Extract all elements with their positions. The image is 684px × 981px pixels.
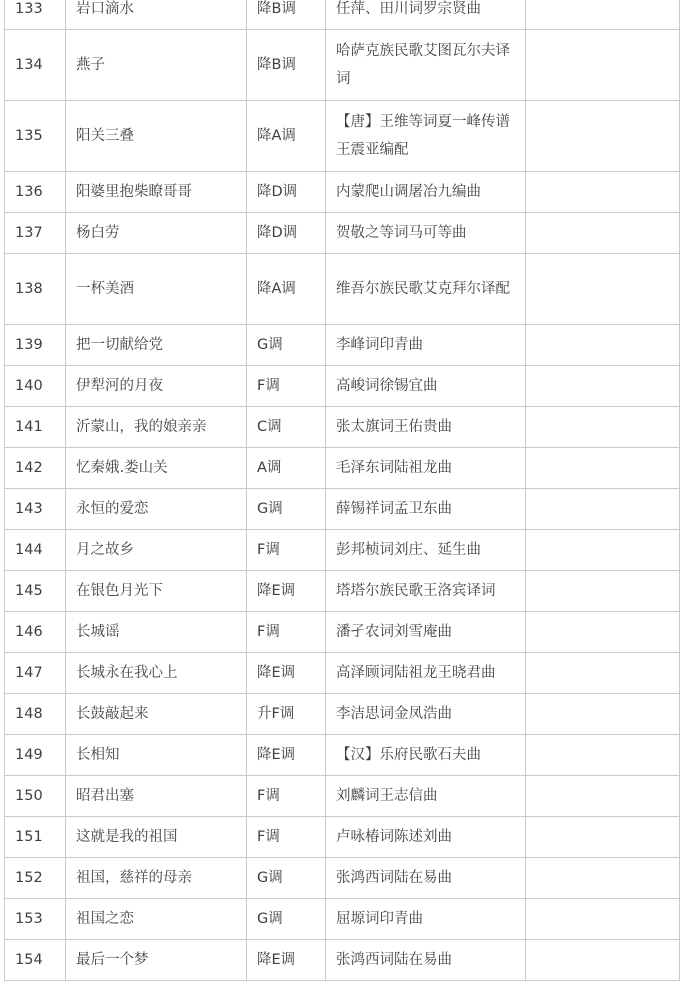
song-number-cell: 140 (5, 366, 66, 407)
song-key-cell: G调 (247, 489, 326, 530)
song-title-cell: 永恒的爱恋 (66, 489, 247, 530)
song-title-cell: 这就是我的祖国 (66, 817, 247, 858)
song-key-cell: F调 (247, 776, 326, 817)
empty-cell (526, 0, 680, 30)
song-number-cell: 147 (5, 653, 66, 694)
song-credit-cell: 维吾尔族民歌艾克拜尔译配 (326, 254, 526, 325)
song-key-cell: A调 (247, 448, 326, 489)
song-title-cell: 阳关三叠 (66, 101, 247, 172)
song-number-cell: 137 (5, 213, 66, 254)
song-key-cell: 降D调 (247, 213, 326, 254)
song-credit-cell: 【唐】王维等词夏一峰传谱王震亚编配 (326, 101, 526, 172)
song-number-cell: 144 (5, 530, 66, 571)
song-title-cell: 忆秦娥.娄山关 (66, 448, 247, 489)
song-key-cell: F调 (247, 530, 326, 571)
song-title-cell: 把一切献给党 (66, 325, 247, 366)
empty-cell (526, 858, 680, 899)
song-key-cell: 降E调 (247, 653, 326, 694)
table-row (5, 101, 680, 172)
empty-cell (526, 172, 680, 213)
song-title-cell: 在银色月光下 (66, 571, 247, 612)
empty-cell (526, 530, 680, 571)
song-title-cell: 长鼓敲起来 (66, 694, 247, 735)
song-key-cell: 降A调 (247, 254, 326, 325)
empty-cell (526, 489, 680, 530)
song-number-cell: 134 (5, 30, 66, 101)
song-title-cell: 昭君出塞 (66, 776, 247, 817)
song-key-cell: 降B调 (247, 30, 326, 101)
song-number-cell: 138 (5, 254, 66, 325)
song-credit-cell: 李峰词印青曲 (326, 325, 526, 366)
song-title-cell: 最后一个梦 (66, 940, 247, 981)
table-row (5, 325, 680, 366)
song-credit-cell: 贺敬之等词马可等曲 (326, 213, 526, 254)
song-title-cell: 长城永在我心上 (66, 653, 247, 694)
song-number-cell: 139 (5, 325, 66, 366)
empty-cell (526, 899, 680, 940)
table-row (5, 940, 680, 981)
song-title-cell: 月之故乡 (66, 530, 247, 571)
song-credit-cell: 刘麟词王志信曲 (326, 776, 526, 817)
table-row (5, 571, 680, 612)
song-title-cell: 燕子 (66, 30, 247, 101)
table-row (5, 254, 680, 325)
song-key-cell: F调 (247, 366, 326, 407)
table-row (5, 612, 680, 653)
song-credit-cell: 张鸿西词陆在易曲 (326, 940, 526, 981)
song-credit-cell: 高泽顾词陆祖龙王晓君曲 (326, 653, 526, 694)
song-credit-cell: 【汉】乐府民歌石夫曲 (326, 735, 526, 776)
empty-cell (526, 30, 680, 101)
song-number-cell: 148 (5, 694, 66, 735)
table-row (5, 735, 680, 776)
song-number-cell: 136 (5, 172, 66, 213)
table-row (5, 448, 680, 489)
empty-cell (526, 940, 680, 981)
song-key-cell: 降D调 (247, 172, 326, 213)
song-title-cell: 岩口滴水 (66, 0, 247, 30)
song-number-cell: 152 (5, 858, 66, 899)
empty-cell (526, 735, 680, 776)
song-key-cell: C调 (247, 407, 326, 448)
song-key-cell: F调 (247, 817, 326, 858)
song-title-cell: 一杯美酒 (66, 254, 247, 325)
song-credit-cell: 潘孑农词刘雪庵曲 (326, 612, 526, 653)
song-key-cell: F调 (247, 612, 326, 653)
song-credit-cell: 塔塔尔族民歌王洛宾译词 (326, 571, 526, 612)
table-row (5, 817, 680, 858)
empty-cell (526, 254, 680, 325)
song-title-cell: 祖国之恋 (66, 899, 247, 940)
empty-cell (526, 776, 680, 817)
empty-cell (526, 612, 680, 653)
song-key-cell: 降E调 (247, 940, 326, 981)
song-title-cell: 长相知 (66, 735, 247, 776)
table-row (5, 407, 680, 448)
song-title-cell: 长城谣 (66, 612, 247, 653)
song-number-cell: 151 (5, 817, 66, 858)
empty-cell (526, 653, 680, 694)
empty-cell (526, 101, 680, 172)
song-number-cell: 133 (5, 0, 66, 30)
song-credit-cell: 屈塬词印青曲 (326, 899, 526, 940)
song-number-cell: 142 (5, 448, 66, 489)
song-number-cell: 146 (5, 612, 66, 653)
song-key-cell: G调 (247, 899, 326, 940)
empty-cell (526, 366, 680, 407)
table-row (5, 694, 680, 735)
song-number-cell: 150 (5, 776, 66, 817)
song-credit-cell: 哈萨克族民歌艾图瓦尔夫译词 (326, 30, 526, 101)
table-row (5, 0, 680, 30)
song-table (4, 0, 680, 981)
table-row (5, 366, 680, 407)
table-row (5, 172, 680, 213)
empty-cell (526, 817, 680, 858)
song-credit-cell: 张鸿西词陆在易曲 (326, 858, 526, 899)
song-title-cell: 阳婆里抱柴瞭哥哥 (66, 172, 247, 213)
song-key-cell: 降E调 (247, 735, 326, 776)
song-number-cell: 145 (5, 571, 66, 612)
song-key-cell: 降B调 (247, 0, 326, 30)
song-credit-cell: 内蒙爬山调屠冶九编曲 (326, 172, 526, 213)
song-credit-cell: 卢咏椿词陈述刘曲 (326, 817, 526, 858)
song-key-cell: G调 (247, 858, 326, 899)
song-title-cell: 沂蒙山，我的娘亲亲 (66, 407, 247, 448)
table-row (5, 489, 680, 530)
empty-cell (526, 694, 680, 735)
song-number-cell: 154 (5, 940, 66, 981)
song-number-cell: 153 (5, 899, 66, 940)
song-number-cell: 135 (5, 101, 66, 172)
table-row (5, 776, 680, 817)
song-title-cell: 杨白劳 (66, 213, 247, 254)
empty-cell (526, 571, 680, 612)
song-key-cell: 升F调 (247, 694, 326, 735)
table-row (5, 653, 680, 694)
song-key-cell: 降E调 (247, 571, 326, 612)
song-key-cell: G调 (247, 325, 326, 366)
song-number-cell: 143 (5, 489, 66, 530)
song-number-cell: 149 (5, 735, 66, 776)
song-title-cell: 伊犁河的月夜 (66, 366, 247, 407)
table-row (5, 30, 680, 101)
song-credit-cell: 任萍、田川词罗宗贤曲 (326, 0, 526, 30)
empty-cell (526, 325, 680, 366)
song-table-body (5, 0, 680, 981)
table-row (5, 858, 680, 899)
song-credit-cell: 薛锡祥词孟卫东曲 (326, 489, 526, 530)
table-row (5, 213, 680, 254)
song-number-cell: 141 (5, 407, 66, 448)
table-row (5, 530, 680, 571)
song-credit-cell: 彭邦桢词刘庄、延生曲 (326, 530, 526, 571)
song-key-cell: 降A调 (247, 101, 326, 172)
song-title-cell: 祖国，慈祥的母亲 (66, 858, 247, 899)
song-credit-cell: 张太旗词王佑贵曲 (326, 407, 526, 448)
empty-cell (526, 448, 680, 489)
empty-cell (526, 407, 680, 448)
table-row (5, 899, 680, 940)
song-credit-cell: 高峻词徐锡宜曲 (326, 366, 526, 407)
song-credit-cell: 毛泽东词陆祖龙曲 (326, 448, 526, 489)
empty-cell (526, 213, 680, 254)
song-credit-cell: 李洁思词金凤浩曲 (326, 694, 526, 735)
